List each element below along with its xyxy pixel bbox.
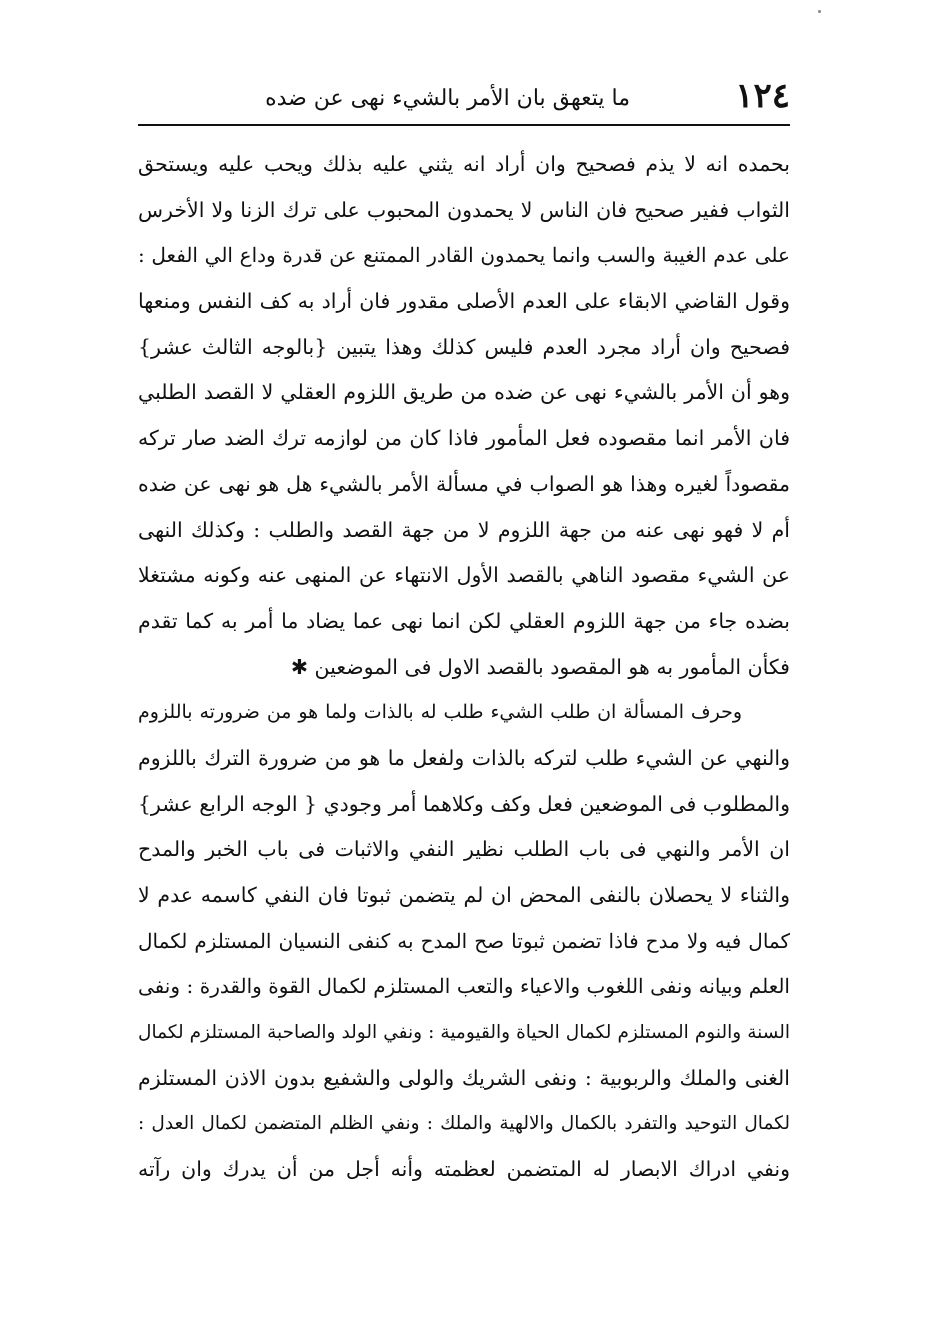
text-line: لكمال التوحيد والتفرد بالكمال والالهية والملك : ونفي الظلم المتضمن لكمال العدل : — [138, 1113, 790, 1135]
text-line: على عدم الغيبة والسب وانما يحمدون القادر الممتنع عن قدرة وداع الي الفعل : — [138, 243, 790, 268]
text-line: ان الأمر والنهي فى باب الطلب نظير النفي والاثبات فى باب الخبر والمدح — [138, 837, 790, 862]
page-number: ١٢٤ — [735, 76, 790, 116]
text-line: فصحيح وان أراد مجرد العدم فليس كذلك وهذا يتبين {بالوجه الثالث عشر} — [138, 334, 790, 359]
text-line: الثواب ففير صحيح فان الناس لا يحمدون المحبوب على ترك الزنا ولا الأخرس — [138, 197, 790, 222]
body-text — [138, 142, 790, 1193]
text-line: فكأن المأمور به هو المقصود بالقصد الاول فى الموضعين ✱ — [290, 654, 790, 679]
header-rule — [138, 124, 790, 126]
text-line: كمال فيه ولا مدح فاذا تضمن ثبوتا صح المدح به كنفى النسيان المستلزم لكمال — [138, 928, 790, 953]
text-line: الغنى والملك والربوبية : ونفى الشريك والولى والشفيع بدون الاذن المستلزم — [138, 1065, 790, 1090]
running-title: ما يتعهق بان الأمر بالشيء نهى عن ضده — [265, 86, 630, 111]
text-line: وحرف المسألة ان طلب الشيء طلب له بالذات ولما هو من ضرورته باللزوم — [138, 701, 742, 724]
scan-speck — [818, 10, 821, 13]
text-line: بضده جاء من جهة اللزوم العقلي لكن انما نهى عما يضاد ما أمر به كما تقدم — [138, 608, 790, 633]
text-line: مقصوداً لغيره وهذا هو الصواب في مسألة الأمر بالشيء هل هو نهى عن ضده — [138, 471, 790, 496]
text-line: ونفي ادراك الابصار له المتضمن لعظمته وأنه أجل من أن يدرك وان رآته — [138, 1157, 790, 1182]
paragraph — [138, 690, 790, 1193]
text-line: والمطلوب فى الموضعين فعل وكف وكلاهما أمر وجودي { الوجه الرابع عشر} — [138, 791, 790, 816]
text-line: وقول القاضي الابقاء على العدم الأصلى مقدور فان أراد به كف النفس ومنعها — [138, 289, 790, 314]
text-line: أم لا فهو نهى عنه من جهة اللزوم لا من جهة القصد والطلب : وكذلك النهى — [138, 517, 790, 542]
text-line: والنهي عن الشيء طلب لتركه بالذات ولفعل ما هو من ضرورة الترك باللزوم — [138, 745, 790, 770]
text-line: عن الشيء مقصود الناهي بالقصد الأول الانتهاء عن المنهى عنه وكونه مشتغلا — [138, 563, 790, 588]
text-line: السنة والنوم المستلزم لكمال الحياة والقيومية : ونفي الولد والصاحبة المستلزم لكمال — [138, 1022, 790, 1044]
page-header — [138, 72, 790, 122]
text-line: فان الأمر انما مقصوده فعل المأمور فاذا كان من لوازمه ترك الضد صار تركه — [138, 426, 790, 451]
text-line: بحمده انه لا يذم فصحيح وان أراد انه يثني عليه بذلك ويحب عليه ويستحق — [138, 152, 790, 176]
text-line: والثناء لا يحصلان بالنفى المحض ان لم يتضمن ثبوتا فان النفي كاسمه عدم لا — [138, 883, 790, 907]
text-line: العلم وبيانه ونفى اللغوب والاعياء والتعب المستلزم لكمال القوة والقدرة : ونفى — [138, 974, 790, 999]
paragraph — [138, 142, 790, 690]
text-line: وهو أن الأمر بالشيء نهى عن ضده من طريق اللزوم العقلي لا القصد الطلبي — [138, 380, 790, 405]
